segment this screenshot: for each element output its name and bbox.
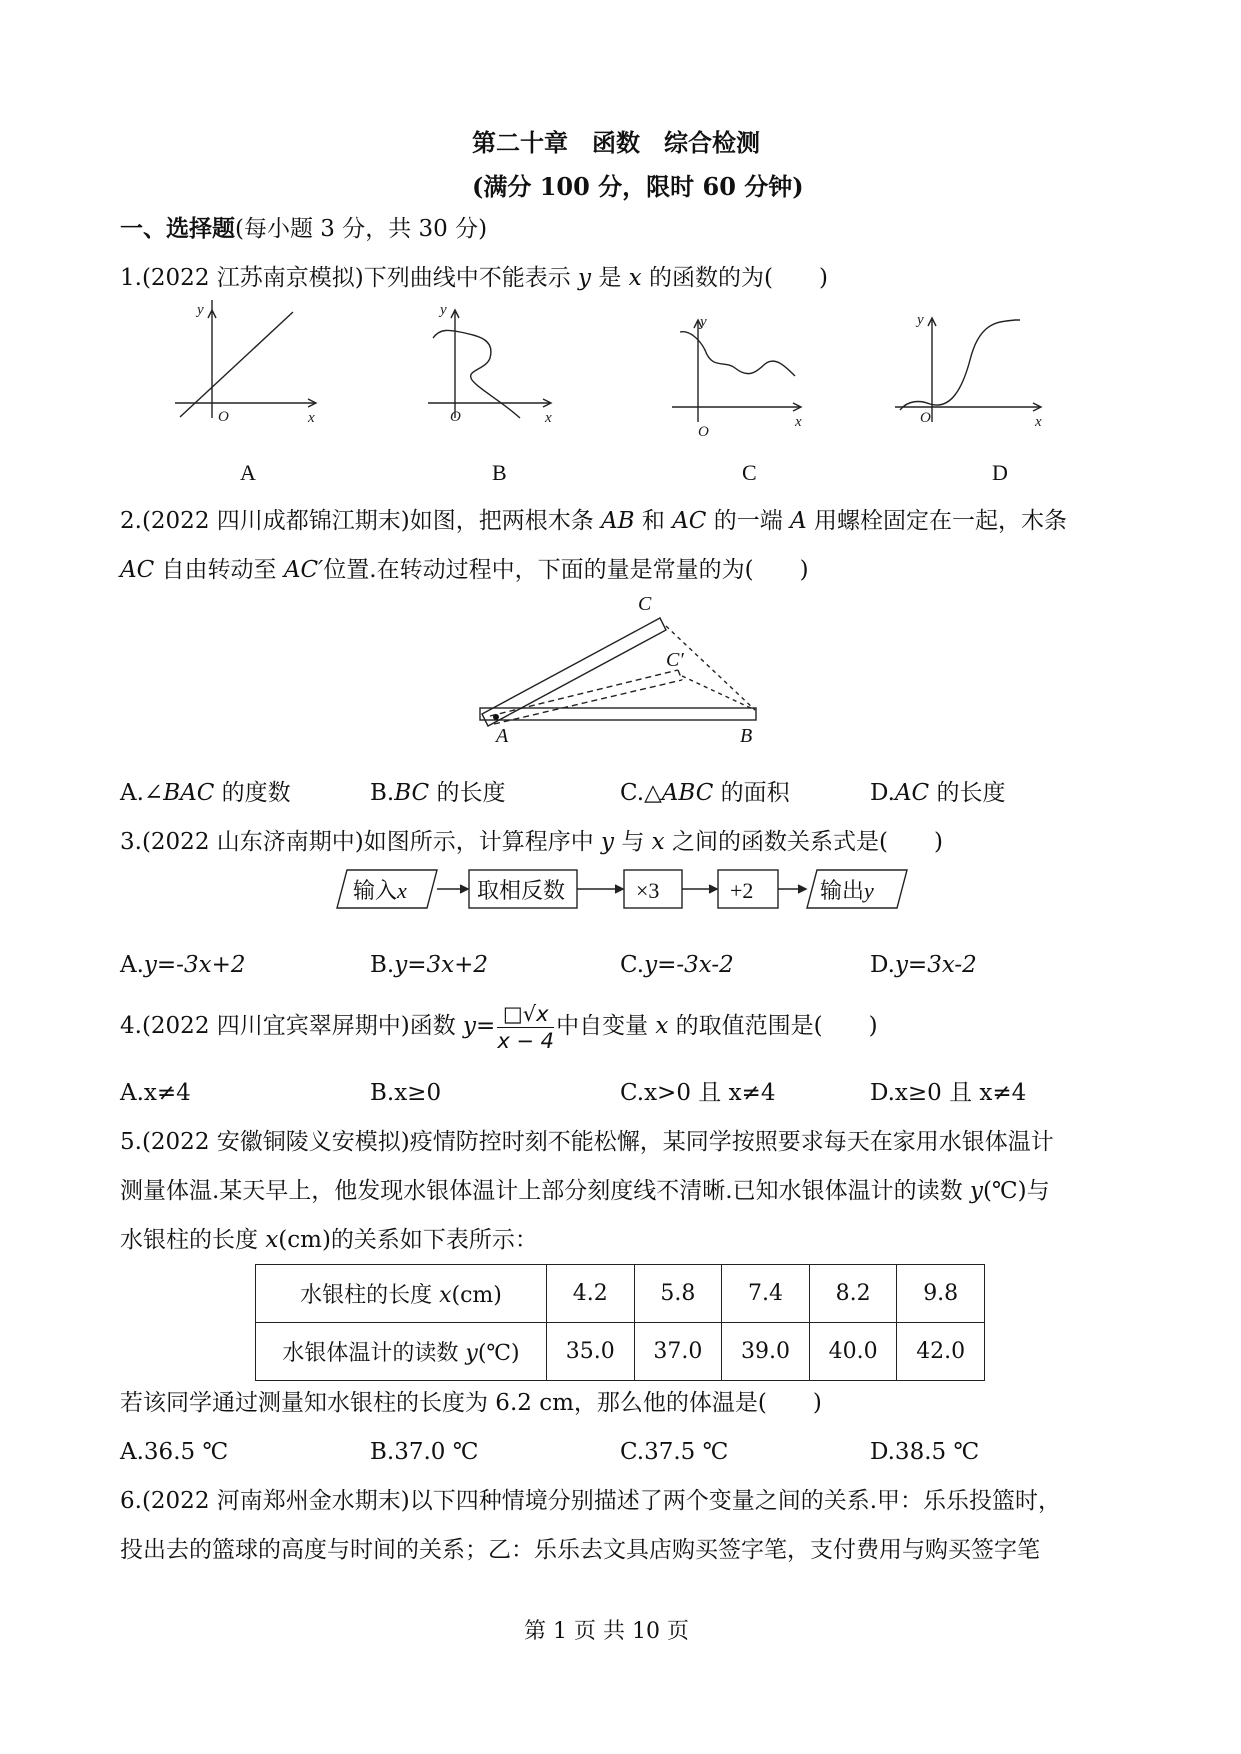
q4-text-post: 的取值范围是( ) [668, 1013, 878, 1039]
q4-numerator: □√x [497, 1001, 554, 1028]
q1-graphs [150, 300, 1100, 490]
graph-a-x-label: x [308, 410, 315, 426]
flow-input-label: 输入x [353, 878, 407, 903]
q2-opt-b-var: BC [394, 780, 430, 806]
stick-ac [482, 618, 666, 726]
q3-text-mid: 与 [614, 829, 652, 855]
q5-option-b[interactable]: B.37.0 ℃ [370, 1439, 479, 1465]
flow-output-label: 输出y [820, 878, 874, 903]
q5-stem-line1: 5.(2022 安徽铜陵义安模拟)疫情防控时刻不能松懈，某同学按照要求每天在家用水银体温计 [120, 1129, 1054, 1155]
label-b: B [740, 725, 753, 747]
q2-line2-post: 位置.在转动过程中，下面的量是常量的为( ) [323, 557, 809, 583]
label-a: A [496, 725, 509, 747]
table-cell: 42.0 [897, 1323, 985, 1381]
q5-stem-line3 [120, 1225, 538, 1255]
q5-line3-pre: 水银柱的长度 [120, 1227, 266, 1253]
q2-and: 和 [634, 508, 673, 534]
q3-var-y: y [601, 829, 615, 855]
q4-var-x: x [655, 1013, 669, 1039]
graph-b-curve [433, 330, 520, 418]
q3-opt-a-pre: A. [120, 952, 144, 978]
table-cell: 9.8 [897, 1265, 985, 1323]
q2-text-pre: 2.(2022 四川成都锦江期末)如图，把两根木条 [120, 508, 602, 534]
q2-opt-b-post: 的长度 [429, 780, 506, 806]
q6-stem-line2: 投出去的篮球的高度与时间的关系；乙：乐乐去文具店购买签字笔，支付费用与购买签字笔 [120, 1537, 1040, 1563]
bolt-a [493, 714, 499, 720]
q1-var-x: x [628, 265, 642, 291]
section-heading [120, 214, 487, 244]
table-cell: 7.4 [722, 1265, 810, 1323]
q1-text-pre: 1.(2022 江苏南京模拟)下列曲线中不能表示 [120, 265, 579, 291]
q2-line2-ac: AC [120, 557, 155, 583]
table-cell: 39.0 [722, 1323, 810, 1381]
graph-c-origin: O [698, 424, 709, 440]
flow-step1-label: 取相反数 [477, 878, 566, 903]
q4-option-d[interactable]: D.x≥0 且 x≠4 [870, 1080, 1027, 1106]
q3-opt-b-expr: y=3x+2 [394, 952, 488, 978]
graph-a-curve [180, 312, 293, 417]
q4-stem [120, 998, 878, 1054]
q2-line2-mid: 自由转动至 [154, 557, 284, 583]
table-row [256, 1265, 985, 1323]
q3-option-d[interactable] [870, 950, 977, 980]
q1-var-y: y [578, 265, 592, 291]
q5-option-d[interactable]: D.38.5 ℃ [870, 1439, 980, 1465]
q3-option-c[interactable] [620, 950, 734, 980]
q2-opt-b-pre: B. [370, 780, 395, 806]
q2-a: A [790, 508, 807, 534]
q3-stem [120, 827, 943, 857]
q3-text-post: 之间的函数关系式是( ) [664, 829, 943, 855]
q2-ac: AC [672, 508, 707, 534]
graph-a-label: A [240, 460, 256, 485]
graph-d-x-label: x [1035, 414, 1042, 430]
graph-d [895, 318, 1041, 422]
q1-stem [120, 263, 828, 293]
q2-opt-a-post: 的度数 [214, 780, 291, 806]
q3-flowchart [335, 866, 915, 914]
section-note: (每小题 3 分，共 30 分) [235, 216, 488, 242]
q2-opt-a-var: BAC [163, 780, 215, 806]
graph-c-y-label: y [700, 314, 707, 330]
q3-opt-c-expr: y=-3x-2 [644, 952, 734, 978]
q5-option-c[interactable]: C.37.5 ℃ [620, 1439, 729, 1465]
table-cell: 8.2 [809, 1265, 897, 1323]
q3-opt-a-expr: y=-3x+2 [143, 952, 246, 978]
q3-opt-d-pre: D. [870, 952, 895, 978]
q5-stem-line2 [120, 1176, 1050, 1206]
table-cell: 5.8 [634, 1265, 722, 1323]
q5-line3-var: x [265, 1227, 279, 1253]
q5-question: 若该同学通过测量知水银柱的长度为 6.2 cm，那么他的体温是( ) [120, 1390, 822, 1416]
table-cell: 35.0 [547, 1323, 635, 1381]
q3-option-a[interactable] [120, 950, 245, 980]
section-title: 一、选择题 [120, 215, 235, 242]
graph-a-y-label: y [197, 302, 204, 318]
q2-stem-line1 [120, 506, 1067, 536]
graph-c [672, 320, 801, 422]
table-row-label: 水银柱的长度 x(cm) [256, 1265, 547, 1323]
q5-line2-post: (℃)与 [982, 1178, 1050, 1204]
graph-b-x-label: x [545, 410, 552, 426]
q2-opt-c-post: 的面积 [713, 780, 790, 806]
graph-d-y-label: y [917, 312, 924, 328]
q2-option-b[interactable] [370, 778, 505, 808]
q2-opt-d-pre: D. [870, 780, 895, 806]
q2-figure [470, 590, 770, 750]
q2-opt-d-post: 的长度 [929, 780, 1006, 806]
stick-acp [490, 670, 682, 724]
q3-opt-d-expr: y=3x-2 [894, 952, 977, 978]
graph-c-label: C [742, 460, 757, 485]
page-footer: 第 1 页 共 10 页 [524, 1619, 689, 1644]
graph-b [428, 310, 551, 418]
q4-denominator: x − 4 [497, 1028, 555, 1053]
q1-text-post: 的函数的为( ) [641, 265, 828, 291]
q4-lhs: y= [463, 1013, 496, 1039]
table-cell: 40.0 [809, 1323, 897, 1381]
q2-stem-line2 [120, 555, 809, 585]
q4-option-b[interactable]: B.x≥0 [370, 1080, 442, 1106]
graph-b-origin: O [450, 409, 461, 425]
q5-table [255, 1264, 985, 1381]
graph-b-label: B [492, 460, 507, 485]
q4-option-a[interactable]: A.x≠4 [120, 1080, 191, 1106]
q2-opt-c-var: ABC [661, 780, 714, 806]
q5-line2-pre: 测量体温.某天早上，他发现水银体温计上部分刻度线不清晰.已知水银体温计的读数 [120, 1178, 970, 1204]
q3-option-b[interactable] [370, 950, 488, 980]
q1-text-mid: 是 [591, 265, 629, 291]
q3-opt-c-pre: C. [620, 952, 645, 978]
graph-c-x-label: x [795, 414, 802, 430]
page-subtitle: (满分 100 分，限时 60 分钟) [472, 172, 804, 201]
table-cell: 37.0 [634, 1323, 722, 1381]
q2-line2-acp: AC′ [283, 557, 324, 583]
table-cell: 4.2 [547, 1265, 635, 1323]
table-row-label: 水银体温计的读数 y(℃) [256, 1323, 547, 1381]
graph-d-label: D [992, 460, 1008, 485]
graph-a-origin: O [218, 409, 229, 425]
q2-option-d[interactable] [870, 778, 1005, 808]
q3-text-pre: 3.(2022 山东济南期中)如图所示，计算程序中 [120, 829, 602, 855]
q2-opt-a-pre: A.∠ [120, 780, 164, 806]
graph-d-curve [900, 320, 1020, 410]
q2-text-post: 用螺栓固定在一起，木条 [806, 508, 1067, 534]
flow-step3-label: +2 [730, 878, 754, 903]
q5-line3-post: (cm)的关系如下表所示： [278, 1227, 538, 1253]
graph-b-y-label: y [440, 302, 447, 318]
q2-text-mid: 的一端 [706, 508, 791, 534]
q4-text-mid: 中自变量 [556, 1013, 656, 1039]
table-row [256, 1323, 985, 1381]
q3-var-x: x [651, 829, 665, 855]
label-c: C [638, 593, 652, 615]
flow-step2-label: ×3 [636, 878, 660, 903]
q5-option-a[interactable]: A.36.5 ℃ [120, 1439, 229, 1465]
q4-option-c[interactable]: C.x>0 且 x≠4 [620, 1080, 776, 1106]
graph-d-origin: O [920, 410, 931, 426]
q2-option-a[interactable] [120, 778, 291, 808]
q2-opt-d-var: AC [894, 780, 930, 806]
q4-fraction [497, 1001, 554, 1054]
graph-c-curve [680, 332, 795, 376]
q2-option-c[interactable] [620, 778, 790, 808]
page-title: 第二十章 函数 综合检测 [472, 128, 760, 157]
q2-ab: AB [601, 508, 635, 534]
q3-opt-b-pre: B. [370, 952, 395, 978]
q2-opt-c-pre: C.△ [620, 780, 662, 806]
q4-text-pre: 4.(2022 四川宜宾翠屏期中)函数 [120, 1013, 464, 1039]
q6-stem-line1: 6.(2022 河南郑州金水期末)以下四种情境分别描述了两个变量之间的关系.甲：乐乐投篮时， [120, 1488, 1062, 1514]
q5-line2-var: y [969, 1178, 983, 1204]
label-cp: C′ [666, 649, 684, 671]
stick-ab [480, 708, 756, 720]
